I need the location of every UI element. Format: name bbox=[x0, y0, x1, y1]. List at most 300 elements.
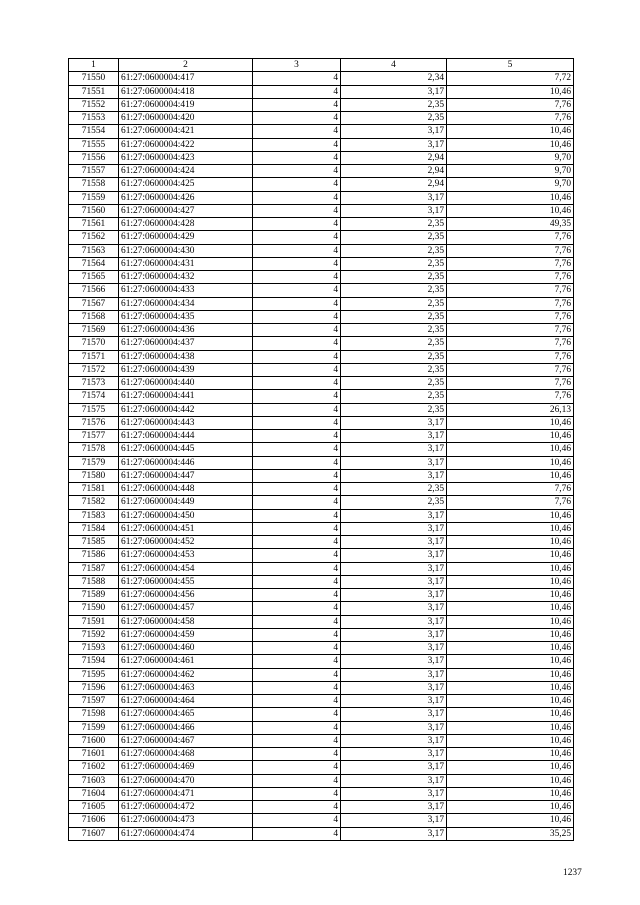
column-3-cell: 4 bbox=[253, 138, 341, 151]
column-5-cell: 7,76 bbox=[447, 310, 574, 323]
table-row bbox=[69, 297, 574, 310]
row-number-cell: 71589 bbox=[69, 589, 119, 602]
column-4-cell: 3,17 bbox=[341, 681, 447, 694]
column-4-cell: 2,94 bbox=[341, 151, 447, 164]
cadastral-number-cell: 61:27:0600004:433 bbox=[119, 284, 253, 297]
column-4-cell: 3,17 bbox=[341, 456, 447, 469]
cadastral-number-cell: 61:27:0600004:452 bbox=[119, 536, 253, 549]
cadastral-number-cell: 61:27:0600004:458 bbox=[119, 615, 253, 628]
column-4-cell: 2,35 bbox=[341, 98, 447, 111]
column-4-cell: 3,17 bbox=[341, 522, 447, 535]
cadastral-number-cell: 61:27:0600004:467 bbox=[119, 734, 253, 747]
column-3-cell: 4 bbox=[253, 589, 341, 602]
column-5-cell: 26,13 bbox=[447, 403, 574, 416]
column-5-cell: 10,46 bbox=[447, 522, 574, 535]
column-3-cell: 4 bbox=[253, 748, 341, 761]
column-3-cell: 4 bbox=[253, 430, 341, 443]
column-5-cell: 7,76 bbox=[447, 244, 574, 257]
column-3-cell: 4 bbox=[253, 522, 341, 535]
row-number-cell: 71573 bbox=[69, 377, 119, 390]
column-5-cell: 10,46 bbox=[447, 681, 574, 694]
column-3-cell: 4 bbox=[253, 695, 341, 708]
column-3-cell: 4 bbox=[253, 562, 341, 575]
column-3-cell: 4 bbox=[253, 178, 341, 191]
column-3-cell: 4 bbox=[253, 403, 341, 416]
table-row bbox=[69, 801, 574, 814]
row-number-cell: 71601 bbox=[69, 748, 119, 761]
column-4-cell: 3,17 bbox=[341, 628, 447, 641]
cadastral-number-cell: 61:27:0600004:472 bbox=[119, 801, 253, 814]
column-4-cell: 2,35 bbox=[341, 337, 447, 350]
row-number-cell: 71556 bbox=[69, 151, 119, 164]
cadastral-number-cell: 61:27:0600004:457 bbox=[119, 602, 253, 615]
table-row bbox=[69, 271, 574, 284]
column-3-cell: 4 bbox=[253, 416, 341, 429]
column-4-cell: 3,17 bbox=[341, 509, 447, 522]
column-3-cell: 4 bbox=[253, 310, 341, 323]
row-number-cell: 71583 bbox=[69, 509, 119, 522]
column-3-cell: 4 bbox=[253, 787, 341, 800]
column-3-cell: 4 bbox=[253, 575, 341, 588]
row-number-cell: 71558 bbox=[69, 178, 119, 191]
cadastral-number-cell: 61:27:0600004:448 bbox=[119, 483, 253, 496]
column-3-cell: 4 bbox=[253, 668, 341, 681]
column-4-cell: 2,35 bbox=[341, 218, 447, 231]
cadastral-number-cell: 61:27:0600004:462 bbox=[119, 668, 253, 681]
table-row bbox=[69, 602, 574, 615]
cadastral-number-cell: 61:27:0600004:435 bbox=[119, 310, 253, 323]
row-number-cell: 71594 bbox=[69, 655, 119, 668]
header-row bbox=[69, 59, 574, 72]
row-number-cell: 71605 bbox=[69, 801, 119, 814]
column-3-cell: 4 bbox=[253, 814, 341, 827]
column-4-cell: 3,17 bbox=[341, 814, 447, 827]
table-row bbox=[69, 138, 574, 151]
table-row bbox=[69, 721, 574, 734]
column-5-cell: 10,46 bbox=[447, 138, 574, 151]
column-3-cell: 4 bbox=[253, 602, 341, 615]
cadastral-number-cell: 61:27:0600004:424 bbox=[119, 165, 253, 178]
column-4-cell: 2,35 bbox=[341, 257, 447, 270]
column-5-cell: 7,76 bbox=[447, 496, 574, 509]
cadastral-number-cell: 61:27:0600004:431 bbox=[119, 257, 253, 270]
row-number-cell: 71555 bbox=[69, 138, 119, 151]
column-5-cell: 7,72 bbox=[447, 72, 574, 85]
table-row bbox=[69, 98, 574, 111]
table-row bbox=[69, 827, 574, 840]
column-header-3: 3 bbox=[253, 59, 341, 72]
column-5-cell: 10,46 bbox=[447, 443, 574, 456]
column-4-cell: 3,17 bbox=[341, 575, 447, 588]
column-4-cell: 2,94 bbox=[341, 178, 447, 191]
column-5-cell: 7,76 bbox=[447, 257, 574, 270]
column-3-cell: 4 bbox=[253, 350, 341, 363]
row-number-cell: 71576 bbox=[69, 416, 119, 429]
column-3-cell: 4 bbox=[253, 536, 341, 549]
row-number-cell: 71586 bbox=[69, 549, 119, 562]
cadastral-number-cell: 61:27:0600004:445 bbox=[119, 443, 253, 456]
table-row bbox=[69, 204, 574, 217]
column-header-2: 2 bbox=[119, 59, 253, 72]
column-4-cell: 3,17 bbox=[341, 204, 447, 217]
column-3-cell: 4 bbox=[253, 284, 341, 297]
cadastral-number-cell: 61:27:0600004:425 bbox=[119, 178, 253, 191]
column-3-cell: 4 bbox=[253, 231, 341, 244]
row-number-cell: 71579 bbox=[69, 456, 119, 469]
row-number-cell: 71596 bbox=[69, 681, 119, 694]
column-5-cell: 10,46 bbox=[447, 469, 574, 482]
column-4-cell: 2,35 bbox=[341, 284, 447, 297]
table-row bbox=[69, 496, 574, 509]
column-3-cell: 4 bbox=[253, 827, 341, 840]
table-row bbox=[69, 615, 574, 628]
row-number-cell: 71600 bbox=[69, 734, 119, 747]
cadastral-number-cell: 61:27:0600004:469 bbox=[119, 761, 253, 774]
column-5-cell: 7,76 bbox=[447, 231, 574, 244]
row-number-cell: 71560 bbox=[69, 204, 119, 217]
column-5-cell: 10,46 bbox=[447, 655, 574, 668]
table-row bbox=[69, 748, 574, 761]
row-number-cell: 71584 bbox=[69, 522, 119, 535]
table-row bbox=[69, 536, 574, 549]
table-row bbox=[69, 734, 574, 747]
column-5-cell: 35,25 bbox=[447, 827, 574, 840]
table-row bbox=[69, 231, 574, 244]
column-3-cell: 4 bbox=[253, 271, 341, 284]
cadastral-number-cell: 61:27:0600004:442 bbox=[119, 403, 253, 416]
row-number-cell: 71565 bbox=[69, 271, 119, 284]
table-row bbox=[69, 244, 574, 257]
row-number-cell: 71568 bbox=[69, 310, 119, 323]
column-3-cell: 4 bbox=[253, 98, 341, 111]
cadastral-number-cell: 61:27:0600004:432 bbox=[119, 271, 253, 284]
column-3-cell: 4 bbox=[253, 324, 341, 337]
column-5-cell: 10,46 bbox=[447, 509, 574, 522]
column-3-cell: 4 bbox=[253, 496, 341, 509]
column-3-cell: 4 bbox=[253, 549, 341, 562]
column-5-cell: 7,76 bbox=[447, 271, 574, 284]
row-number-cell: 71550 bbox=[69, 72, 119, 85]
column-5-cell: 10,46 bbox=[447, 628, 574, 641]
cadastral-number-cell: 61:27:0600004:473 bbox=[119, 814, 253, 827]
row-number-cell: 71585 bbox=[69, 536, 119, 549]
table-row bbox=[69, 509, 574, 522]
table-row bbox=[69, 191, 574, 204]
column-5-cell: 7,76 bbox=[447, 350, 574, 363]
column-4-cell: 3,17 bbox=[341, 787, 447, 800]
column-5-cell: 10,46 bbox=[447, 562, 574, 575]
column-4-cell: 2,35 bbox=[341, 231, 447, 244]
cadastral-number-cell: 61:27:0600004:456 bbox=[119, 589, 253, 602]
column-4-cell: 3,17 bbox=[341, 721, 447, 734]
row-number-cell: 71581 bbox=[69, 483, 119, 496]
row-number-cell: 71559 bbox=[69, 191, 119, 204]
cadastral-number-cell: 61:27:0600004:466 bbox=[119, 721, 253, 734]
column-4-cell: 2,35 bbox=[341, 310, 447, 323]
table-row bbox=[69, 72, 574, 85]
column-3-cell: 4 bbox=[253, 761, 341, 774]
column-3-cell: 4 bbox=[253, 655, 341, 668]
column-3-cell: 4 bbox=[253, 377, 341, 390]
row-number-cell: 71571 bbox=[69, 350, 119, 363]
column-4-cell: 2,35 bbox=[341, 297, 447, 310]
table-row bbox=[69, 310, 574, 323]
table-row bbox=[69, 562, 574, 575]
column-5-cell: 10,46 bbox=[447, 734, 574, 747]
row-number-cell: 71569 bbox=[69, 324, 119, 337]
column-4-cell: 3,17 bbox=[341, 443, 447, 456]
column-4-cell: 3,17 bbox=[341, 761, 447, 774]
column-5-cell: 10,46 bbox=[447, 204, 574, 217]
row-number-cell: 71607 bbox=[69, 827, 119, 840]
column-5-cell: 10,46 bbox=[447, 774, 574, 787]
column-3-cell: 4 bbox=[253, 443, 341, 456]
data-table bbox=[68, 58, 574, 841]
column-5-cell: 9,70 bbox=[447, 165, 574, 178]
column-5-cell: 10,46 bbox=[447, 589, 574, 602]
row-number-cell: 71598 bbox=[69, 708, 119, 721]
table-row bbox=[69, 350, 574, 363]
cadastral-number-cell: 61:27:0600004:470 bbox=[119, 774, 253, 787]
table-row bbox=[69, 642, 574, 655]
column-4-cell: 3,17 bbox=[341, 708, 447, 721]
column-5-cell: 7,76 bbox=[447, 363, 574, 376]
table-row bbox=[69, 655, 574, 668]
cadastral-number-cell: 61:27:0600004:439 bbox=[119, 363, 253, 376]
column-5-cell: 10,46 bbox=[447, 814, 574, 827]
cadastral-number-cell: 61:27:0600004:440 bbox=[119, 377, 253, 390]
column-5-cell: 10,46 bbox=[447, 456, 574, 469]
cadastral-number-cell: 61:27:0600004:463 bbox=[119, 681, 253, 694]
cadastral-number-cell: 61:27:0600004:443 bbox=[119, 416, 253, 429]
row-number-cell: 71588 bbox=[69, 575, 119, 588]
table-row bbox=[69, 324, 574, 337]
cadastral-number-cell: 61:27:0600004:450 bbox=[119, 509, 253, 522]
row-number-cell: 71552 bbox=[69, 98, 119, 111]
table-row bbox=[69, 774, 574, 787]
column-3-cell: 4 bbox=[253, 681, 341, 694]
cadastral-number-cell: 61:27:0600004:429 bbox=[119, 231, 253, 244]
row-number-cell: 71587 bbox=[69, 562, 119, 575]
column-5-cell: 7,76 bbox=[447, 324, 574, 337]
column-3-cell: 4 bbox=[253, 801, 341, 814]
column-4-cell: 3,17 bbox=[341, 138, 447, 151]
column-5-cell: 10,46 bbox=[447, 430, 574, 443]
row-number-cell: 71602 bbox=[69, 761, 119, 774]
column-5-cell: 10,46 bbox=[447, 642, 574, 655]
cadastral-number-cell: 61:27:0600004:447 bbox=[119, 469, 253, 482]
column-5-cell: 10,46 bbox=[447, 695, 574, 708]
row-number-cell: 71597 bbox=[69, 695, 119, 708]
column-4-cell: 3,17 bbox=[341, 430, 447, 443]
column-5-cell: 10,46 bbox=[447, 536, 574, 549]
column-4-cell: 3,17 bbox=[341, 549, 447, 562]
row-number-cell: 71561 bbox=[69, 218, 119, 231]
column-4-cell: 3,17 bbox=[341, 695, 447, 708]
row-number-cell: 71577 bbox=[69, 430, 119, 443]
cadastral-number-cell: 61:27:0600004:438 bbox=[119, 350, 253, 363]
table-row bbox=[69, 469, 574, 482]
table-row bbox=[69, 549, 574, 562]
column-4-cell: 3,17 bbox=[341, 668, 447, 681]
table-row bbox=[69, 151, 574, 164]
column-4-cell: 3,17 bbox=[341, 469, 447, 482]
cadastral-number-cell: 61:27:0600004:437 bbox=[119, 337, 253, 350]
column-5-cell: 10,46 bbox=[447, 748, 574, 761]
column-3-cell: 4 bbox=[253, 509, 341, 522]
cadastral-number-cell: 61:27:0600004:455 bbox=[119, 575, 253, 588]
table-row bbox=[69, 443, 574, 456]
cadastral-number-cell: 61:27:0600004:420 bbox=[119, 112, 253, 125]
column-4-cell: 2,35 bbox=[341, 390, 447, 403]
column-3-cell: 4 bbox=[253, 257, 341, 270]
row-number-cell: 71566 bbox=[69, 284, 119, 297]
column-4-cell: 3,17 bbox=[341, 85, 447, 98]
column-3-cell: 4 bbox=[253, 125, 341, 138]
cadastral-number-cell: 61:27:0600004:428 bbox=[119, 218, 253, 231]
column-5-cell: 9,70 bbox=[447, 178, 574, 191]
row-number-cell: 71604 bbox=[69, 787, 119, 800]
row-number-cell: 71572 bbox=[69, 363, 119, 376]
table-row bbox=[69, 681, 574, 694]
column-3-cell: 4 bbox=[253, 112, 341, 125]
column-4-cell: 3,17 bbox=[341, 416, 447, 429]
cadastral-number-cell: 61:27:0600004:419 bbox=[119, 98, 253, 111]
column-5-cell: 10,46 bbox=[447, 721, 574, 734]
column-3-cell: 4 bbox=[253, 191, 341, 204]
column-3-cell: 4 bbox=[253, 628, 341, 641]
column-5-cell: 10,46 bbox=[447, 787, 574, 800]
row-number-cell: 71557 bbox=[69, 165, 119, 178]
column-4-cell: 3,17 bbox=[341, 536, 447, 549]
table-row bbox=[69, 522, 574, 535]
page-number: 1237 bbox=[563, 868, 582, 878]
cadastral-number-cell: 61:27:0600004:436 bbox=[119, 324, 253, 337]
column-3-cell: 4 bbox=[253, 363, 341, 376]
table-row bbox=[69, 668, 574, 681]
column-5-cell: 10,46 bbox=[447, 85, 574, 98]
cadastral-number-cell: 61:27:0600004:430 bbox=[119, 244, 253, 257]
cadastral-number-cell: 61:27:0600004:454 bbox=[119, 562, 253, 575]
row-number-cell: 71553 bbox=[69, 112, 119, 125]
column-5-cell: 10,46 bbox=[447, 761, 574, 774]
row-number-cell: 71582 bbox=[69, 496, 119, 509]
column-header-4: 4 bbox=[341, 59, 447, 72]
column-5-cell: 10,46 bbox=[447, 801, 574, 814]
cadastral-number-cell: 61:27:0600004:474 bbox=[119, 827, 253, 840]
cadastral-number-cell: 61:27:0600004:461 bbox=[119, 655, 253, 668]
column-4-cell: 3,17 bbox=[341, 191, 447, 204]
table-row bbox=[69, 787, 574, 800]
cadastral-number-cell: 61:27:0600004:453 bbox=[119, 549, 253, 562]
row-number-cell: 71595 bbox=[69, 668, 119, 681]
column-3-cell: 4 bbox=[253, 721, 341, 734]
column-4-cell: 2,35 bbox=[341, 496, 447, 509]
column-5-cell: 7,76 bbox=[447, 337, 574, 350]
column-5-cell: 49,35 bbox=[447, 218, 574, 231]
column-4-cell: 2,34 bbox=[341, 72, 447, 85]
table-row bbox=[69, 708, 574, 721]
column-4-cell: 3,17 bbox=[341, 602, 447, 615]
table-row bbox=[69, 85, 574, 98]
table-row bbox=[69, 628, 574, 641]
column-4-cell: 3,17 bbox=[341, 801, 447, 814]
column-4-cell: 3,17 bbox=[341, 655, 447, 668]
column-4-cell: 3,17 bbox=[341, 748, 447, 761]
column-3-cell: 4 bbox=[253, 151, 341, 164]
row-number-cell: 71570 bbox=[69, 337, 119, 350]
column-5-cell: 10,46 bbox=[447, 575, 574, 588]
column-4-cell: 2,35 bbox=[341, 271, 447, 284]
cadastral-number-cell: 61:27:0600004:465 bbox=[119, 708, 253, 721]
row-number-cell: 71591 bbox=[69, 615, 119, 628]
cadastral-number-cell: 61:27:0600004:421 bbox=[119, 125, 253, 138]
table-row bbox=[69, 814, 574, 827]
column-3-cell: 4 bbox=[253, 165, 341, 178]
column-5-cell: 9,70 bbox=[447, 151, 574, 164]
row-number-cell: 71590 bbox=[69, 602, 119, 615]
column-3-cell: 4 bbox=[253, 774, 341, 787]
cadastral-number-cell: 61:27:0600004:468 bbox=[119, 748, 253, 761]
row-number-cell: 71580 bbox=[69, 469, 119, 482]
row-number-cell: 71563 bbox=[69, 244, 119, 257]
cadastral-number-cell: 61:27:0600004:459 bbox=[119, 628, 253, 641]
table-row bbox=[69, 456, 574, 469]
table-row bbox=[69, 761, 574, 774]
column-5-cell: 7,76 bbox=[447, 297, 574, 310]
column-5-cell: 10,46 bbox=[447, 549, 574, 562]
cadastral-number-cell: 61:27:0600004:427 bbox=[119, 204, 253, 217]
column-4-cell: 2,35 bbox=[341, 244, 447, 257]
column-4-cell: 3,17 bbox=[341, 827, 447, 840]
column-3-cell: 4 bbox=[253, 390, 341, 403]
column-3-cell: 4 bbox=[253, 615, 341, 628]
column-4-cell: 3,17 bbox=[341, 734, 447, 747]
column-5-cell: 7,76 bbox=[447, 112, 574, 125]
column-header-5: 5 bbox=[447, 59, 574, 72]
row-number-cell: 71592 bbox=[69, 628, 119, 641]
column-5-cell: 10,46 bbox=[447, 191, 574, 204]
table-row bbox=[69, 165, 574, 178]
column-5-cell: 7,76 bbox=[447, 377, 574, 390]
column-3-cell: 4 bbox=[253, 218, 341, 231]
column-5-cell: 10,46 bbox=[447, 602, 574, 615]
column-3-cell: 4 bbox=[253, 204, 341, 217]
column-3-cell: 4 bbox=[253, 85, 341, 98]
column-3-cell: 4 bbox=[253, 337, 341, 350]
column-4-cell: 3,17 bbox=[341, 125, 447, 138]
column-3-cell: 4 bbox=[253, 72, 341, 85]
table-row bbox=[69, 403, 574, 416]
row-number-cell: 71564 bbox=[69, 257, 119, 270]
column-4-cell: 3,17 bbox=[341, 615, 447, 628]
table-row bbox=[69, 257, 574, 270]
row-number-cell: 71562 bbox=[69, 231, 119, 244]
column-4-cell: 2,35 bbox=[341, 483, 447, 496]
column-4-cell: 2,35 bbox=[341, 363, 447, 376]
cadastral-number-cell: 61:27:0600004:441 bbox=[119, 390, 253, 403]
table-row bbox=[69, 430, 574, 443]
table-row bbox=[69, 377, 574, 390]
column-header-1: 1 bbox=[69, 59, 119, 72]
column-4-cell: 2,35 bbox=[341, 377, 447, 390]
row-number-cell: 71554 bbox=[69, 125, 119, 138]
column-4-cell: 3,17 bbox=[341, 562, 447, 575]
cadastral-number-cell: 61:27:0600004:422 bbox=[119, 138, 253, 151]
row-number-cell: 71578 bbox=[69, 443, 119, 456]
column-3-cell: 4 bbox=[253, 456, 341, 469]
column-5-cell: 7,76 bbox=[447, 483, 574, 496]
